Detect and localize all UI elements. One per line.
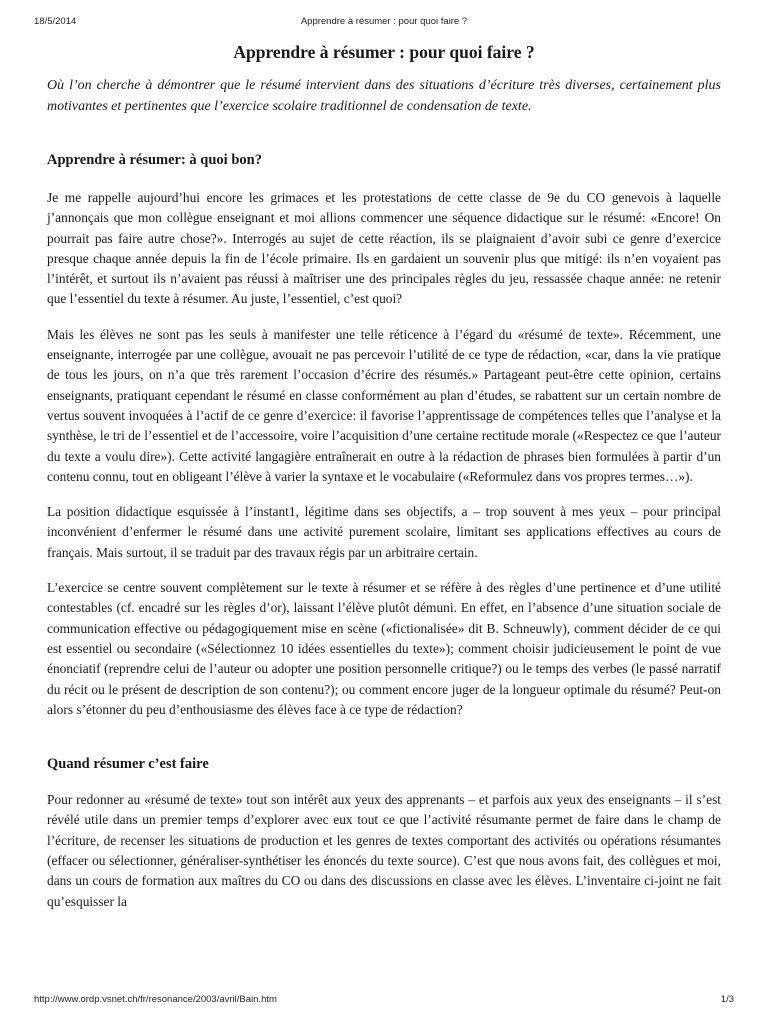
print-header xyxy=(34,16,734,30)
source-url: http://www.ordp.vsnet.ch/fr/resonance/2003/avril/Bain.htm xyxy=(34,994,277,1005)
paragraph: Mais les élèves ne sont pas les seuls à manifester une telle réticence à l’égard du «résumé de texte». Récemment, une enseignante, interrogée par une collègue, avouait ne pas percevoir l’utilité de ce type de rédaction, «car, dans la vie pratique de tous les jours, on n’a que très rarement l’occasion d’écrire des résumés.» Partageant peut-être cette opinion, certains enseignants, pratiquant cependant le résumé en classe conformément au plan d’études, se rabattent sur un certain nombre de vertus souvent invoquées à l’actif de ce genre d’exercice: il favorise l’apprentissage de compétences telles que l’analyse et la synthèse, le tri de l’essentiel et de l’accessoire, voire l’acquisition d’une certaine rectitude morale («Respectez ce que l’auteur du texte a voulu dire»). Cette activité langagière entraînerait en outre à la rédaction de phrases bien formulées à partir d’un contenu connu, tout en obligeant l’élève à varier la syntaxe et le vocabulaire («Reformulez dans vos propres termes…»). xyxy=(47,326,721,484)
section-heading-apprendre: Apprendre à résumer: à quoi bon? xyxy=(47,152,262,168)
article-title: Apprendre à résumer : pour quoi faire ? xyxy=(233,42,535,62)
paragraph: Pour redonner au «résumé de texte» tout son intérêt aux yeux des apprenants – et parfois aux yeux des enseignants – il s’est révélé utile dans un premier temps d’explorer avec eux tout ce que l’activité résumante permet de faire dans le champ de l’écriture, de recenser les situations de production et les genres de textes comportant des activités ou opérations résumantes (effacer ou sélectionner, généraliser-synthétiser les énoncés du texte source). C’est que nous avons fait, des collègues et moi, dans un cours de formation aux maîtres du CO ou dans des discussions en classe avec les élèves. L’inventaire ci-joint ne fait qu’esquisser la xyxy=(47,792,721,909)
page-number: 1/3 xyxy=(720,994,734,1005)
section-heading-quand-resumer: Quand résumer c’est faire xyxy=(47,756,209,773)
paragraph: La position didactique esquissée à l’instant1, légitime dans ses objectifs, a – trop souvent à mes yeux – pour principal inconvénient d’enfermer le résumé dans une activité purement scolaire, limitant ses applications effectives au cours de français. Mais surtout, il se traduit par des travaux régis par un arbitraire certain. xyxy=(47,504,721,560)
paragraph: L’exercice se centre souvent complètement sur le texte à résumer et se réfère à des règles d’une pertinence et d’une utilité contestables (cf. encadré sur les règles d’or), laissant l’élève plutôt démuni. En effet, en l’absence d’une situation sociale de communication effective ou pédagogiquement mise en scène («fictionalisée» dit B. Schneuwly), comment décider de ce qui est essentiel ou secondaire («Sélectionnez 10 idées essentielles du texte»); comment choisir judicieusement le point de vue énonciatif (reprendre celui de l’auteur ou adopter une position personnelle critique?) ou le temps des verbes (le passé narratif du récit ou le présent de description de son contenu?); ou comment encore juger de la longueur optimale du résumé? Peut-on alors s’étonner du peu d’enthousiasme des élèves face à ce type de rédaction? xyxy=(47,580,721,717)
article xyxy=(47,40,721,912)
paragraph: Je me rappelle aujourd’hui encore les grimaces et les protestations de cette classe de 9e du CO genevois à laquelle j’annonçais que mon collègue enseignant et moi allions commencer une séquence didactique sur le résumé: «Encore! On pourrait pas faire autre chose?». Interrogés au sujet de cette réaction, ils se plaignaient d’avoir subi ce genre d’exercice presque chaque année depuis la fin de l’école primaire. Ils en gardaient un souvenir plus que mitigé: ils n’en voyaient pas l’intérêt, et surtout ils n’avaient pas réussi à maîtriser une des principales règles du jeu, ressassée chaque année: ne retenir que l’essentiel du texte à résumer. Au juste, l’essentiel, c’est quoi? xyxy=(47,190,721,307)
print-date: 18/5/2014 xyxy=(34,16,77,27)
article-lead: Où l’on cherche à démontrer que le résumé intervient dans des situations d’écriture très diverses, certainement plus motivantes et pertinentes que l’exercice scolaire traditionnel de condensation de texte. xyxy=(47,78,721,114)
print-page-title: Apprendre à résumer : pour quoi faire ? xyxy=(300,16,468,27)
print-footer xyxy=(34,994,734,1008)
